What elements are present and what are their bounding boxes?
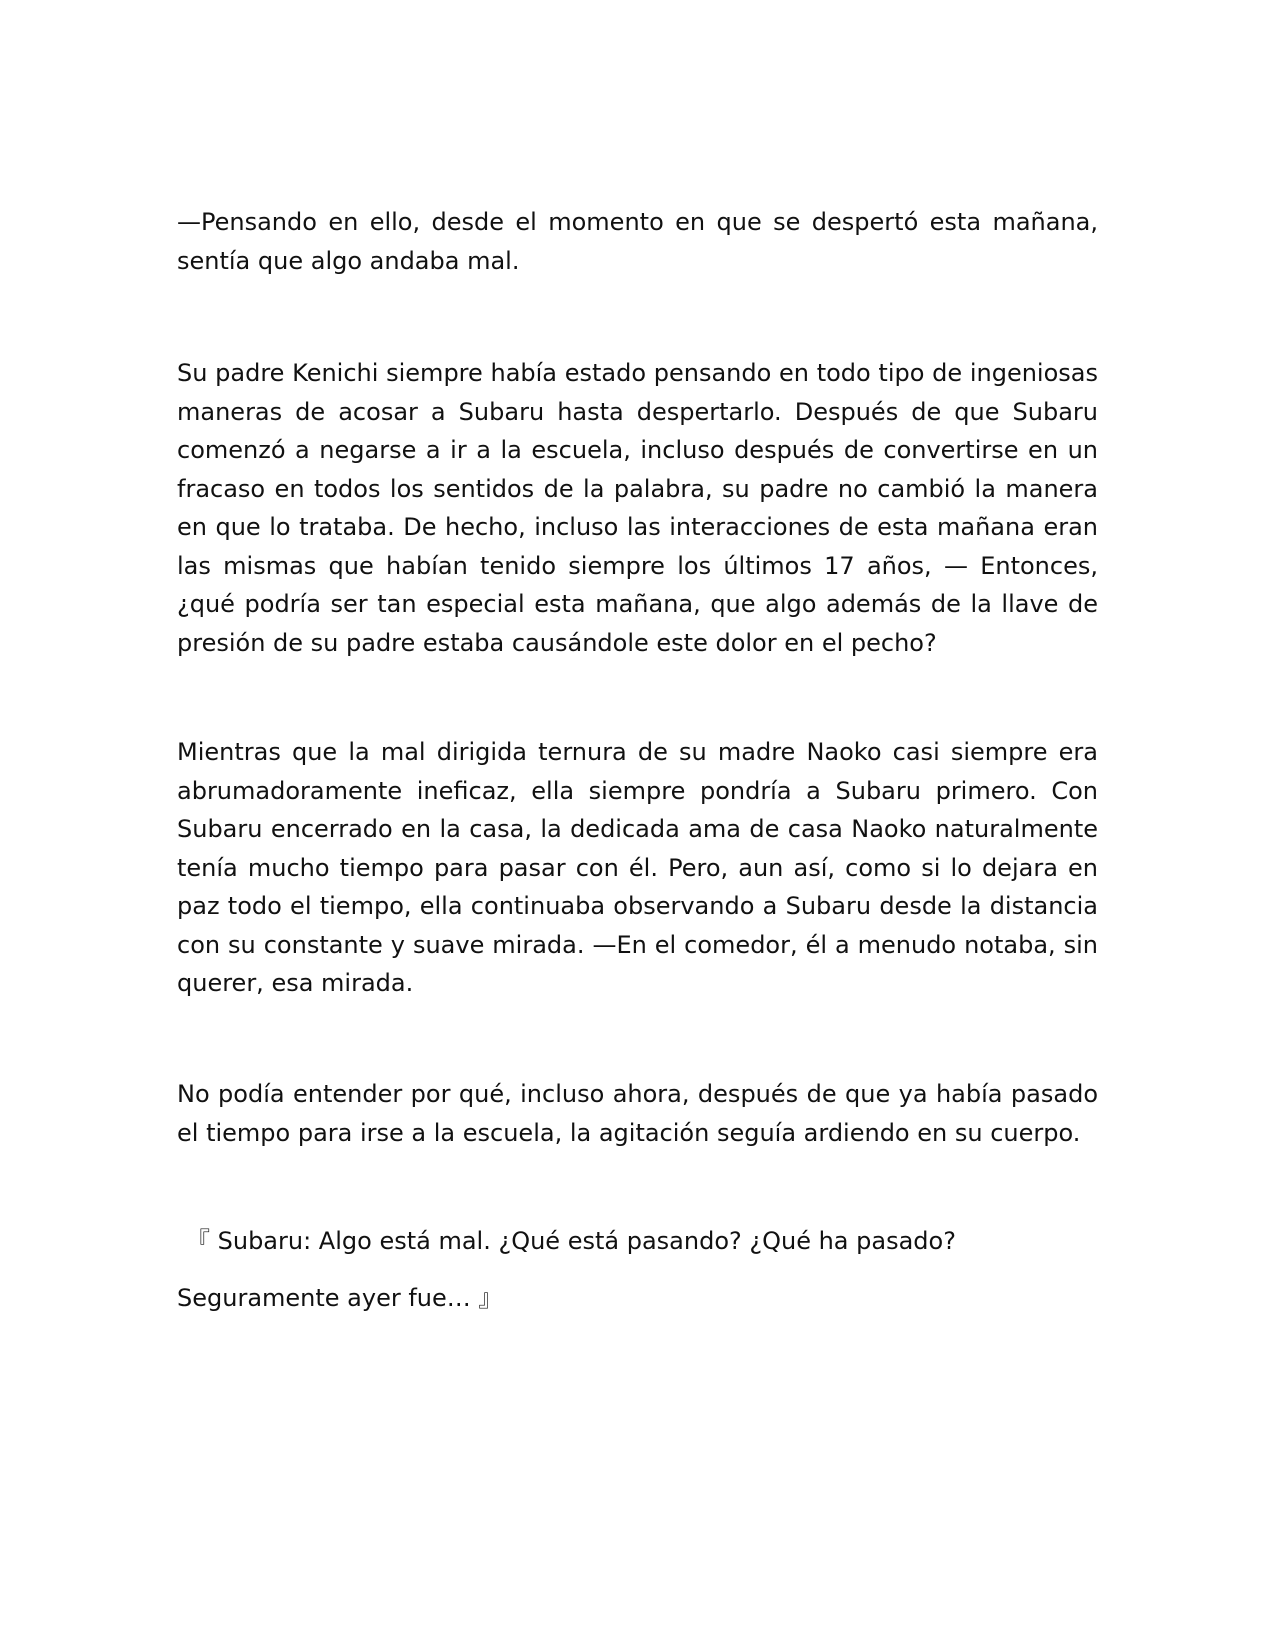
dialogue-line-1: 『 Subaru: Algo está mal. ¿Qué está pasando? ¿Qué ha pasado? bbox=[186, 1227, 956, 1255]
paragraph-1: —Pensando en ello, desde el momento en que se despertó esta mañana, sentía que algo andaba mal. bbox=[177, 208, 1098, 275]
dialogue-line-2: Seguramente ayer fue… 』 bbox=[177, 1284, 503, 1312]
paragraph-2: Su padre Kenichi siempre había estado pensando en todo tipo de ingeniosas maneras de acosar a Subaru hasta despertarlo. Después de que Subaru comenzó a negarse a ir a la escuela, incluso después de convertirse en un fracaso en todos los sentidos de la palabra, su padre no cambió la manera en que lo trataba. De hecho, incluso las interacciones de esta mañana eran las mismas que habían tenido siempre los últimos 17 años, — Entonces, ¿qué podría ser tan especial esta mañana, que algo además de la llave de presión de su padre estaba causándole este dolor en el pecho? bbox=[177, 359, 1098, 657]
paragraph-3: Mientras que la mal dirigida ternura de su madre Naoko casi siempre era abrumadoramente ineficaz, ella siempre pondría a Subaru primero. Con Subaru encerrado en la casa, la dedicada ama de casa Naoko naturalmente tenía mucho tiempo para pasar con él. Pero, aun así, como si lo dejara en paz todo el tiempo, ella continuaba observando a Subaru desde la distancia con su constante y suave mirada. —En el comedor, él a menudo notaba, sin querer, esa mirada. bbox=[177, 738, 1098, 997]
paragraph-4: No podía entender por qué, incluso ahora, después de que ya había pasado el tiempo para irse a la escuela, la agitación seguía ardiendo en su cuerpo. bbox=[177, 1080, 1098, 1147]
